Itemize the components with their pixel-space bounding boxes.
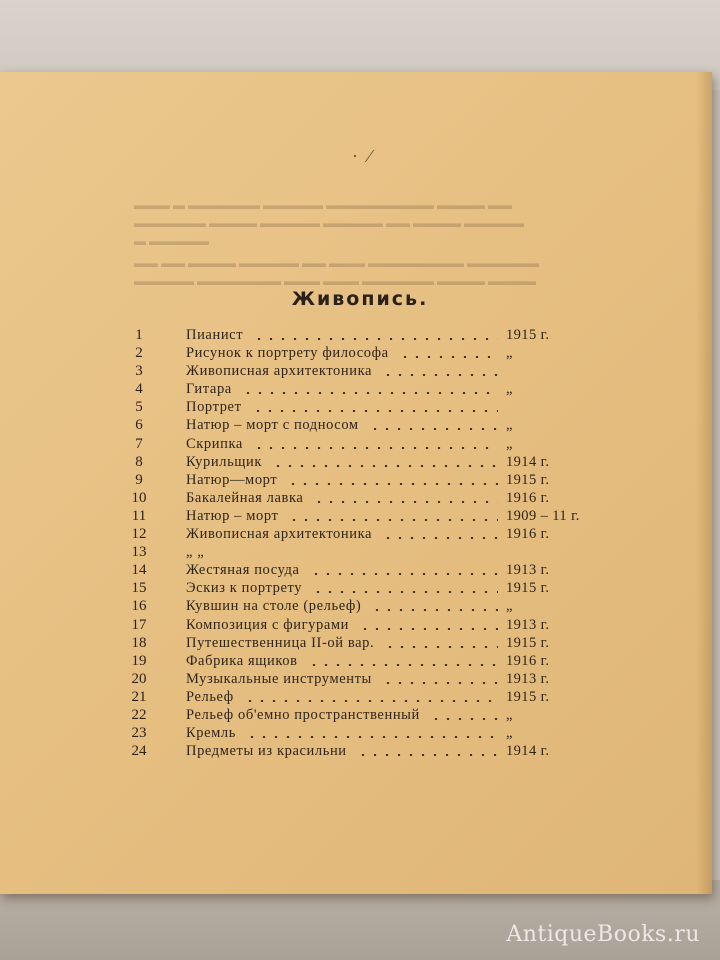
leader-dots bbox=[246, 736, 498, 738]
entry-title: Живописная архитектоника bbox=[186, 363, 373, 380]
entry-year: 1913 г. bbox=[506, 670, 550, 687]
section-title: Живопись. bbox=[291, 288, 429, 310]
list-item bbox=[0, 724, 712, 742]
entry-number: 12 bbox=[131, 526, 147, 543]
entry-number: 1 bbox=[135, 327, 143, 343]
list-item bbox=[0, 525, 712, 543]
list-item bbox=[0, 634, 712, 652]
entry-title: Музыкальные инструменты bbox=[186, 670, 372, 687]
entry-number: 20 bbox=[131, 670, 147, 687]
list-item bbox=[0, 742, 712, 760]
entry-number: 15 bbox=[131, 580, 147, 597]
list-item bbox=[0, 435, 712, 453]
leader-dots bbox=[430, 718, 498, 720]
entry-number: 3 bbox=[135, 363, 143, 380]
list-item bbox=[0, 616, 712, 634]
entry-title: Портрет bbox=[186, 399, 242, 416]
list-item bbox=[0, 561, 712, 579]
entry-year: „ bbox=[506, 345, 513, 362]
entry-title: Гитара bbox=[186, 381, 232, 398]
list-item bbox=[0, 652, 712, 670]
leader-dots bbox=[310, 573, 498, 575]
list-item bbox=[0, 326, 712, 344]
entry-title: Пианист bbox=[186, 327, 244, 343]
leader-dots bbox=[371, 609, 498, 611]
list-item bbox=[0, 398, 712, 416]
entry-year: 1916 г. bbox=[506, 489, 550, 506]
bleed-through-text: ▬▬ ▬▬ ▬▬▬▬ ▬▬▬▬▬ ▬▬ ▬▬▬ ▬▬▬▬▬▬▬▬ ▬▬▬▬▬▬ bbox=[134, 256, 539, 270]
entry-number: 13 bbox=[131, 544, 147, 561]
entry-title: Предметы из красильни bbox=[186, 743, 347, 760]
painting-list bbox=[0, 326, 712, 760]
leader-dots bbox=[242, 392, 498, 394]
list-item bbox=[0, 471, 712, 489]
list-item bbox=[0, 380, 712, 398]
bleed-through-text: ▬▬▬▬▬▬ ▬▬▬▬ ▬▬▬▬▬ ▬▬▬▬▬ ▬▬ ▬▬▬▬ ▬▬▬▬▬ bbox=[134, 216, 524, 230]
leader-dots bbox=[313, 501, 498, 503]
entry-year: „ bbox=[506, 706, 513, 723]
entry-number: 16 bbox=[131, 598, 147, 615]
entry-number: 14 bbox=[131, 562, 147, 579]
leader-dots bbox=[382, 537, 498, 539]
entry-number: 22 bbox=[131, 706, 147, 723]
entry-year: „ bbox=[506, 417, 513, 434]
entry-number: 8 bbox=[135, 453, 143, 470]
leader-dots bbox=[244, 700, 498, 702]
leader-dots bbox=[359, 628, 498, 630]
entry-year: „ bbox=[506, 381, 513, 398]
list-item bbox=[0, 543, 712, 561]
entry-title: Путешественница II-ой вар. bbox=[186, 634, 375, 651]
entry-title: Жестяная посуда bbox=[186, 562, 300, 579]
leader-dots bbox=[253, 447, 498, 449]
list-item bbox=[0, 507, 712, 525]
entry-number: 6 bbox=[135, 417, 143, 434]
list-item bbox=[0, 453, 712, 471]
entry-year: 1915 г. bbox=[506, 688, 550, 705]
watermark: AntiqueBooks.ru bbox=[506, 922, 700, 947]
entry-title: Фабрика ящиков bbox=[186, 652, 298, 669]
entry-number: 5 bbox=[135, 399, 143, 416]
entry-number: 18 bbox=[131, 634, 147, 651]
entry-title: Живописная архитектоника bbox=[186, 526, 373, 543]
entry-title: Рельеф bbox=[186, 688, 234, 705]
page-marking: ·⁄ bbox=[352, 146, 381, 166]
leader-dots bbox=[384, 646, 498, 648]
entry-number: 2 bbox=[135, 345, 143, 362]
leader-dots bbox=[369, 428, 498, 430]
entry-title: Натюр – морт с подносом bbox=[186, 417, 359, 434]
list-item bbox=[0, 489, 712, 507]
entry-number: 10 bbox=[131, 489, 147, 506]
entry-title: „ „ bbox=[186, 544, 205, 561]
entry-number: 11 bbox=[131, 507, 147, 524]
entry-title: Натюр—морт bbox=[186, 471, 278, 488]
list-item bbox=[0, 344, 712, 362]
entry-title: Бакалейная лавка bbox=[186, 489, 304, 506]
leader-dots bbox=[382, 374, 498, 376]
entry-year: 1913 г. bbox=[506, 616, 550, 633]
entry-year: 1914 г. bbox=[506, 743, 550, 760]
leader-dots bbox=[312, 591, 498, 593]
leader-dots bbox=[253, 338, 498, 340]
leader-dots bbox=[382, 682, 498, 684]
leader-dots bbox=[357, 754, 498, 756]
entry-year: „ bbox=[506, 725, 513, 742]
entry-year: 1913 г. bbox=[506, 562, 550, 579]
entry-year: 1915 г. bbox=[506, 471, 550, 488]
leader-dots bbox=[399, 356, 498, 358]
list-item bbox=[0, 597, 712, 615]
list-item bbox=[0, 670, 712, 688]
list-item bbox=[0, 362, 712, 380]
entry-year: 1914 г. bbox=[506, 453, 550, 470]
entry-year: 1916 г. bbox=[506, 526, 550, 543]
entry-number: 7 bbox=[135, 435, 143, 452]
entry-title: Эскиз к портрету bbox=[186, 580, 303, 597]
entry-year: 1915 г. bbox=[506, 634, 550, 651]
entry-year: 1916 г. bbox=[506, 652, 550, 669]
entry-title: Курильщик bbox=[186, 453, 263, 470]
entry-title: Рисунок к портрету философа bbox=[186, 345, 389, 362]
list-item bbox=[0, 416, 712, 434]
entry-number: 24 bbox=[131, 743, 147, 760]
entry-year: 1915 г. bbox=[506, 580, 550, 597]
entry-title: Кремль bbox=[186, 725, 236, 742]
leader-dots bbox=[272, 465, 498, 467]
bleed-through-text: ▬▬▬▬▬ ▬▬▬▬▬▬▬ ▬▬▬ ▬▬▬ ▬▬▬▬▬▬ ▬▬▬▬ ▬▬▬▬ bbox=[134, 274, 536, 288]
leader-dots bbox=[308, 664, 498, 666]
entry-year: 1909 – 11 г. bbox=[506, 507, 580, 524]
list-item bbox=[0, 688, 712, 706]
entry-number: 21 bbox=[131, 688, 147, 705]
bleed-through-text: ▬ ▬▬▬▬▬ bbox=[134, 234, 209, 248]
entry-title: Скрипка bbox=[186, 435, 243, 452]
entry-number: 23 bbox=[131, 725, 147, 742]
leader-dots bbox=[287, 483, 498, 485]
entry-number: 4 bbox=[135, 381, 143, 398]
list-item bbox=[0, 706, 712, 724]
entry-title: Натюр – морт bbox=[186, 507, 279, 524]
entry-year: „ bbox=[506, 598, 513, 615]
entry-number: 9 bbox=[135, 471, 143, 488]
leader-dots bbox=[288, 519, 498, 521]
entry-title: Кувшин на столе (рельеф) bbox=[186, 598, 362, 615]
entry-number: 19 bbox=[131, 652, 147, 669]
entry-number: 17 bbox=[131, 616, 147, 633]
entry-title: Рельеф об'емно пространственный bbox=[186, 706, 420, 723]
bleed-through-text: ▬▬▬ ▬ ▬▬▬▬▬▬ ▬▬▬▬▬ ▬▬▬▬▬▬▬▬▬ ▬▬▬▬ ▬▬ bbox=[134, 198, 512, 212]
list-item bbox=[0, 579, 712, 597]
entry-title: Композиция с фигурами bbox=[186, 616, 350, 633]
entry-year: 1915 г. bbox=[506, 327, 550, 343]
entry-year: „ bbox=[506, 435, 513, 452]
leader-dots bbox=[252, 410, 498, 412]
